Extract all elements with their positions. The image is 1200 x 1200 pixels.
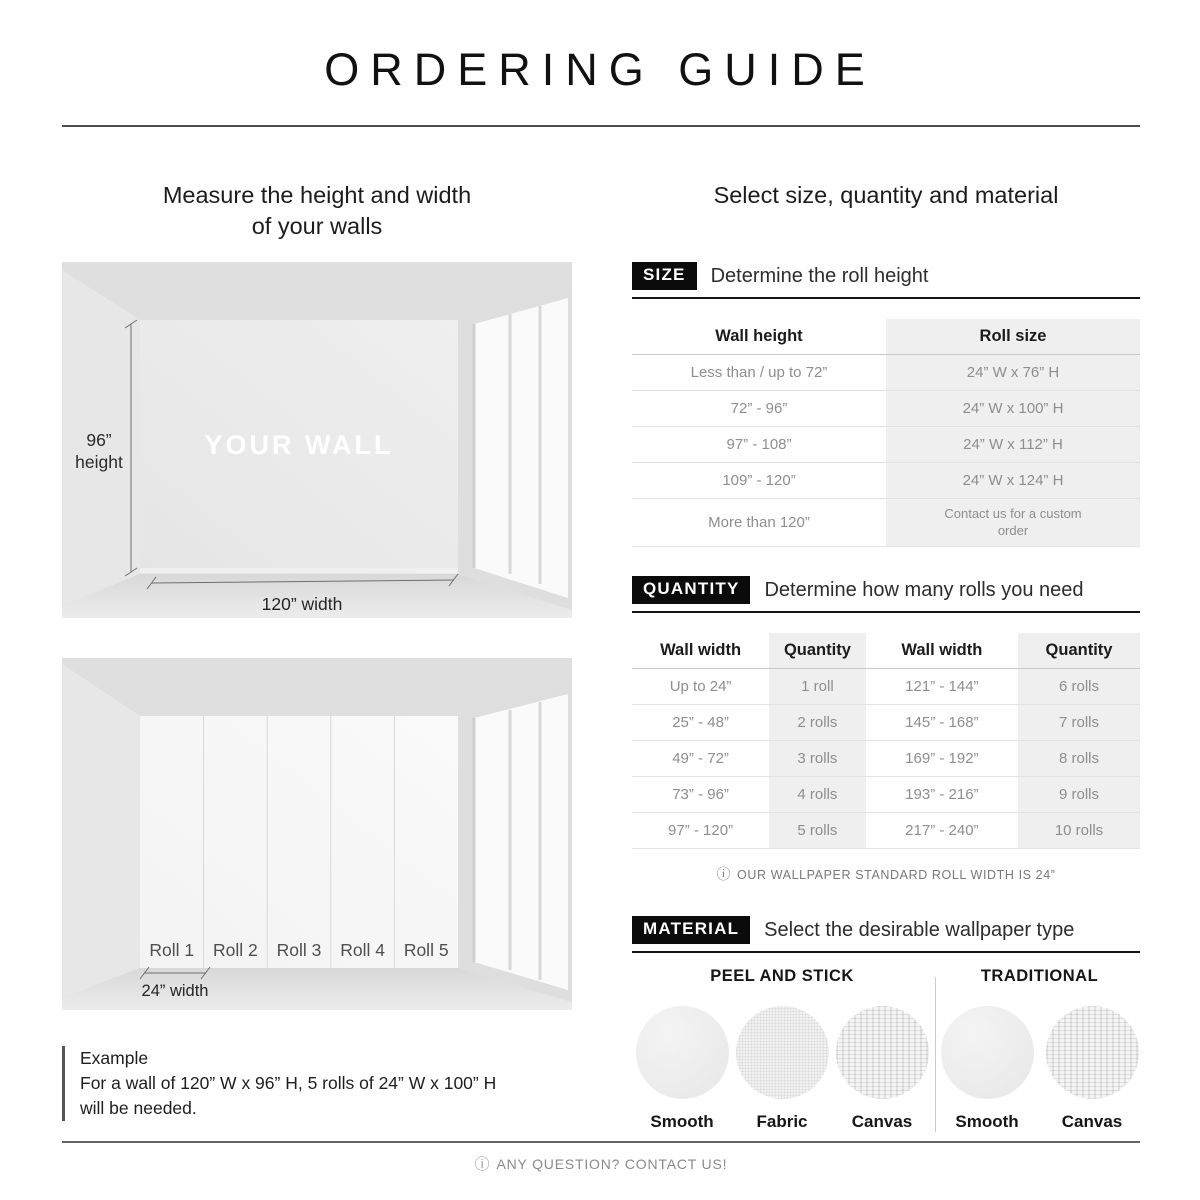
roll-panel-label-3: Roll 3 — [276, 940, 322, 960]
table-cell: 25” - 48” — [632, 705, 769, 741]
roll-width-note-text: OUR WALLPAPER STANDARD ROLL WIDTH IS 24” — [737, 868, 1056, 882]
example-line2: will be needed. — [80, 1097, 197, 1118]
table-cell: 145” - 168” — [866, 705, 1018, 741]
column-header: Roll size — [886, 319, 1140, 355]
material-section-title: Select the desirable wallpaper type — [764, 918, 1075, 941]
quantity-section — [632, 576, 1140, 884]
table-cell: 7 rolls — [1018, 705, 1140, 741]
material-section — [632, 916, 1140, 1132]
measure-heading-line2: of your walls — [251, 213, 383, 240]
smooth-texture-swatch — [941, 1006, 1034, 1099]
room2-window-pane — [474, 694, 568, 990]
room1-baseboard — [140, 568, 458, 573]
table-cell: 24” W x 112” H — [886, 427, 1140, 463]
table-cell: 24” W x 100” H — [886, 391, 1140, 427]
smooth-texture-swatch — [636, 1006, 729, 1099]
column-header: Quantity — [769, 633, 866, 669]
footer-note-text: ANY QUESTION? CONTACT US! — [496, 1156, 728, 1172]
table-cell: 2 rolls — [769, 705, 866, 741]
table-cell: Up to 24” — [632, 669, 769, 705]
size-section — [632, 262, 1140, 547]
example-line1: For a wall of 120” W x 96” H, 5 rolls of 24” W x 100” H — [80, 1072, 497, 1093]
swatch-canvas — [834, 1006, 930, 1132]
table-cell: 97” - 120” — [632, 813, 769, 849]
quantity-chip: QUANTITY — [632, 576, 750, 604]
table-cell: 72” - 96” — [632, 391, 886, 427]
room-illustration-rolls — [62, 658, 572, 1015]
example-note — [62, 1046, 496, 1121]
table-cell: 169” - 192” — [866, 741, 1018, 777]
swatch-smooth — [634, 1006, 730, 1132]
swatch-row — [939, 1006, 1140, 1132]
material-group-title: TRADITIONAL — [980, 967, 1099, 985]
your-wall-label: YOUR WALL — [204, 430, 394, 460]
material-group-divider — [935, 977, 936, 1132]
table-cell — [886, 499, 1140, 547]
table-cell: More than 120” — [632, 499, 886, 547]
custom-order-note: Contact us for a custom order — [944, 505, 1082, 538]
roll-panel-label-5: Roll 5 — [403, 940, 449, 960]
select-heading: Select size, quantity and material — [713, 182, 1059, 208]
swatch-label: Fabric — [756, 1112, 808, 1131]
table-cell: 217” - 240” — [866, 813, 1018, 849]
swatch-label: Canvas — [851, 1112, 913, 1131]
swatch-label: Canvas — [1061, 1112, 1123, 1131]
size-table — [632, 319, 1140, 547]
column-header: Quantity — [1018, 633, 1140, 669]
material-group-peel-and-stick — [632, 967, 932, 1132]
material-chip: MATERIAL — [632, 916, 750, 944]
swatch-canvas — [1044, 1006, 1140, 1132]
room2-left-wall — [62, 664, 140, 998]
room2-svg — [62, 658, 572, 1010]
measure-column — [62, 170, 572, 1130]
table-cell: 109” - 120” — [632, 463, 886, 499]
table-cell: 3 rolls — [769, 741, 866, 777]
room1-window-pane — [474, 298, 568, 598]
quantity-label-row — [632, 576, 1140, 613]
roll-panel-label-2: Roll 2 — [213, 940, 258, 960]
room1-svg — [62, 262, 572, 618]
swatch-smooth — [939, 1006, 1035, 1132]
fabric-texture-swatch — [736, 1006, 829, 1099]
table-cell: 121” - 144” — [866, 669, 1018, 705]
swatch-fabric — [734, 1006, 830, 1132]
table-cell: 24” W x 76” H — [886, 355, 1140, 391]
swatch-row — [632, 1006, 932, 1132]
footer-divider — [62, 1141, 1140, 1143]
roll-panel-label-4: Roll 4 — [340, 940, 385, 960]
roll-width-dimension-label: 24” width — [141, 982, 209, 1000]
table-cell: 24” W x 124” H — [886, 463, 1140, 499]
canvas-texture-swatch — [836, 1006, 929, 1099]
quantity-section-title: Determine how many rolls you need — [764, 578, 1084, 601]
table-cell: 49” - 72” — [632, 741, 769, 777]
quantity-table — [632, 633, 1140, 849]
width-dimension-label: 120” width — [261, 594, 343, 614]
table-cell: Less than / up to 72” — [632, 355, 886, 391]
roll-panel-label-1: Roll 1 — [149, 940, 195, 960]
column-header: Wall width — [866, 633, 1018, 669]
measure-heading-line1: Measure the height and width — [162, 182, 472, 208]
table-cell: 193” - 216” — [866, 777, 1018, 813]
select-column — [632, 170, 1140, 1170]
example-title: Example — [80, 1048, 149, 1068]
top-divider — [62, 125, 1140, 127]
height-dimension-word: height — [75, 452, 123, 472]
info-icon: ⓘ — [474, 1156, 491, 1173]
table-cell: 4 rolls — [769, 777, 866, 813]
page-title: ORDERING GUIDE — [324, 44, 876, 95]
table-cell: 10 rolls — [1018, 813, 1140, 849]
size-label-row — [632, 262, 1140, 299]
table-cell: 8 rolls — [1018, 741, 1140, 777]
table-cell: 9 rolls — [1018, 777, 1140, 813]
info-icon: ⓘ — [716, 866, 732, 882]
size-chip: SIZE — [632, 262, 697, 290]
column-header: Wall height — [632, 319, 886, 355]
size-section-title: Determine the roll height — [710, 264, 929, 287]
canvas-texture-swatch — [1046, 1006, 1139, 1099]
roll-width-note — [632, 864, 1140, 884]
column-header: Wall width — [632, 633, 769, 669]
room-illustration-your-wall — [62, 262, 572, 623]
material-groups — [632, 967, 1140, 1132]
table-cell: 5 rolls — [769, 813, 866, 849]
table-cell: 1 roll — [769, 669, 866, 705]
swatch-label: Smooth — [650, 1112, 714, 1131]
footer-note — [62, 1153, 1140, 1174]
table-cell: 73” - 96” — [632, 777, 769, 813]
room2-wallpaper-panels — [140, 716, 458, 968]
material-group-traditional — [939, 967, 1140, 1132]
table-cell: 6 rolls — [1018, 669, 1140, 705]
table-cell: 97” - 108” — [632, 427, 886, 463]
swatch-label: Smooth — [955, 1112, 1019, 1131]
height-dimension-value: 96” — [86, 430, 112, 450]
measure-heading — [62, 180, 572, 242]
material-label-row — [632, 916, 1140, 953]
material-group-title: PEEL AND STICK — [710, 967, 854, 985]
